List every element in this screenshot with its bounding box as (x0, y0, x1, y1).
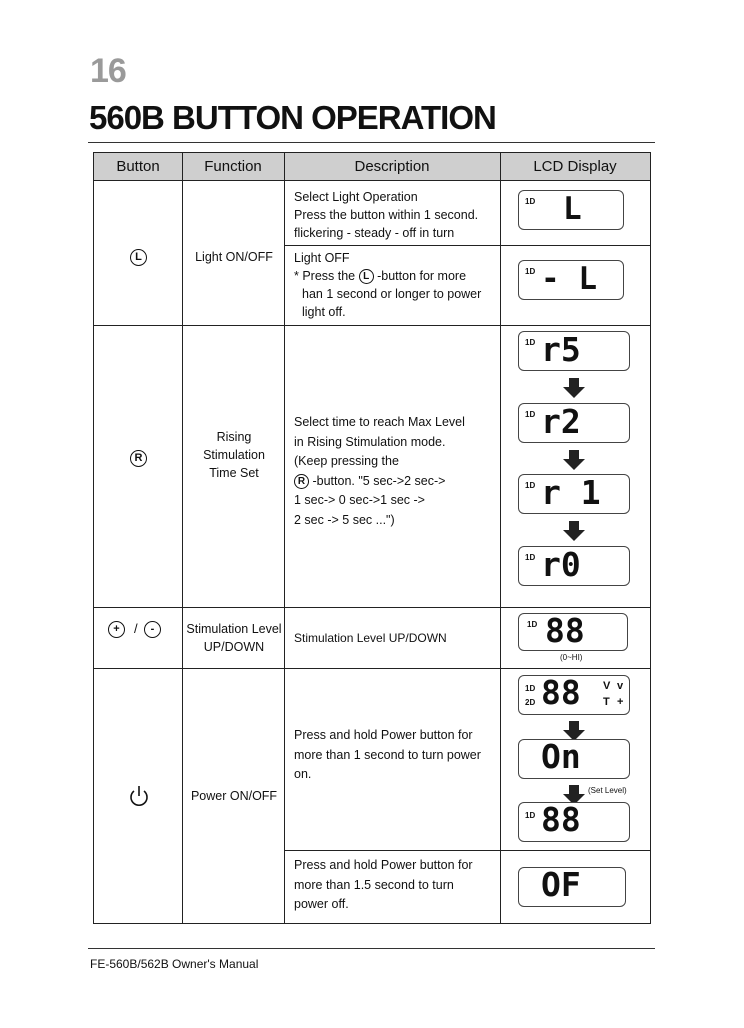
rising-button-icon: R (130, 450, 147, 467)
power-desc-on: Press and hold Power button for more than 1 second to turn power on. (294, 728, 481, 781)
row-divider (94, 668, 650, 669)
rising-desc-line (294, 472, 498, 492)
set-level-note: (Set Level) (588, 786, 627, 795)
light-button-icon: L (130, 249, 147, 266)
lcd-segment: OF (541, 865, 581, 904)
lcd-tag: 1D (525, 197, 536, 206)
lcd-tag: 1D (525, 410, 536, 419)
lcd-indicator: T (603, 696, 610, 708)
plus-icon: + (108, 621, 125, 638)
lcd-tag: 1D (525, 338, 536, 347)
footer-rule (88, 948, 655, 949)
lcd-display (518, 739, 630, 779)
power-function: Power ON/OFF (190, 789, 278, 803)
power-desc-off: Press and hold Power button for more than 1.5 second to turn power off. (294, 858, 473, 911)
col-divider (500, 153, 501, 923)
light-off-rest: han 1 second or longer to power light off. (302, 287, 482, 319)
lcd-tag: 1D (525, 553, 536, 562)
col-divider (182, 153, 183, 923)
page-title: 560B BUTTON OPERATION (89, 99, 496, 136)
header-lcd: LCD Display (533, 158, 617, 175)
lcd-tag: 1D (525, 267, 536, 276)
rising-desc (294, 413, 498, 530)
lcd-display (518, 675, 630, 715)
lcd-display (518, 474, 630, 514)
lcd-segment: r2 (541, 402, 581, 441)
lcd-tag: 1D (525, 481, 536, 490)
lcd-segment: r 1 (541, 473, 601, 512)
page-number: 16 (90, 52, 126, 90)
arrow-down-icon (563, 387, 585, 398)
level-buttons (98, 621, 182, 641)
lcd-display (518, 403, 630, 443)
title-rule (88, 142, 655, 143)
table-header (94, 153, 650, 181)
lcd-display (518, 190, 624, 230)
lcd-tag: 1D (525, 811, 536, 820)
header-function: Function (204, 158, 262, 175)
slash-separator: / (134, 621, 138, 636)
light-desc-select: Select Light Operation Press the button within 1 second. flickering - steady - off in turn (294, 190, 479, 240)
row-divider (94, 607, 650, 608)
lcd-display (518, 546, 630, 586)
lcd-indicator: V (603, 680, 611, 692)
header-button: Button (116, 158, 160, 175)
arrow-down-icon (563, 530, 585, 541)
footer-text: FE-560B/562B Owner's Manual (90, 957, 259, 971)
light-off-prefix: * Press the (294, 269, 356, 283)
lcd-segment: L (563, 191, 582, 227)
lcd-tag: 2D (525, 698, 536, 707)
lcd-display (518, 331, 630, 371)
light-function: Light ON/OFF (195, 250, 273, 264)
row-divider (94, 325, 650, 326)
light-off-line (294, 267, 498, 285)
rising-inline-icon: R (294, 474, 309, 489)
col-divider (284, 153, 285, 923)
row-divider (284, 245, 650, 246)
lcd-display (518, 613, 628, 651)
lcd-indicator: v (617, 680, 624, 692)
level-desc: Stimulation Level UP/DOWN (294, 631, 447, 645)
lcd-segment: r0 (541, 545, 581, 584)
lcd-segment: 88 (541, 673, 581, 712)
light-inline-icon: L (359, 269, 374, 284)
lcd-segment: On (541, 737, 581, 776)
lcd-display (518, 867, 626, 907)
minus-icon: - (144, 621, 161, 638)
arrow-down-icon (563, 459, 585, 470)
rising-desc-bottom: 1 sec-> 0 sec->1 sec -> 2 sec -> 5 sec ...") (294, 493, 425, 527)
rising-desc-top: Select time to reach Max Level in Rising Stimulation mode. (Keep pressing the (294, 415, 465, 468)
lcd-segment: 88 (545, 611, 585, 650)
level-function: Stimulation Level UP/DOWN (186, 622, 282, 654)
lcd-segment: - L (541, 261, 597, 297)
lcd-tag: 1D (527, 620, 538, 629)
row-divider (284, 850, 650, 851)
light-off-suffix: -button for more (377, 269, 467, 283)
light-off-label: Light OFF (294, 251, 350, 265)
power-icon (128, 785, 150, 809)
lcd-indicator: + (617, 696, 624, 708)
header-description: Description (354, 158, 430, 175)
lcd-tag: 1D (525, 684, 536, 693)
light-desc-off (294, 249, 498, 321)
rising-desc-mid: -button. "5 sec->2 sec-> (312, 473, 446, 488)
lcd-segment: 88 (541, 800, 581, 839)
lcd-display (518, 802, 630, 842)
lcd-display (518, 260, 624, 300)
rising-function: Rising Stimulation Time Set (203, 430, 265, 480)
level-range: (0~HI) (560, 653, 583, 662)
operation-table (93, 152, 651, 924)
lcd-segment: r5 (541, 330, 581, 369)
